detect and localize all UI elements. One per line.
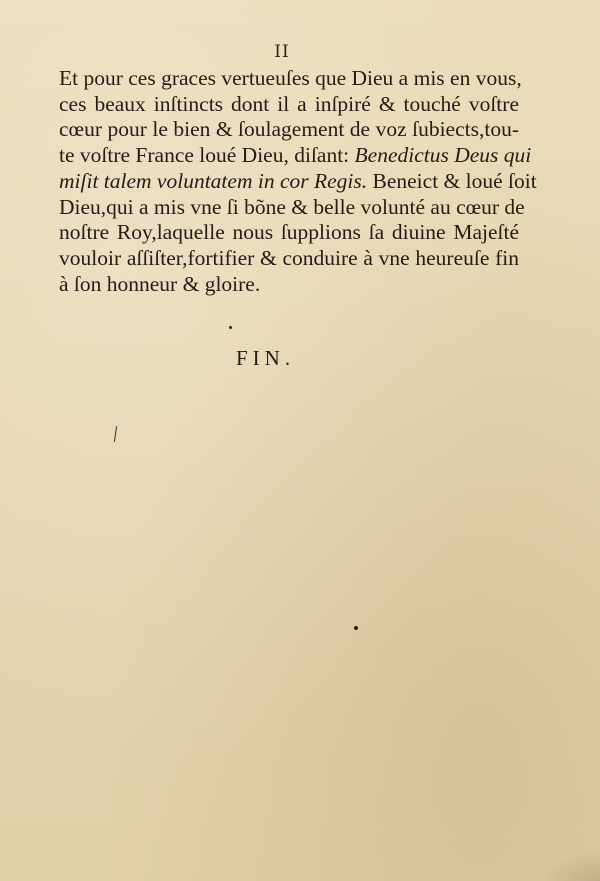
ink-speck bbox=[354, 626, 358, 630]
text-line: ces beaux inſtincts dont il a inſpiré & touché voſtre bbox=[59, 91, 519, 116]
text-line: te voſtre France loué Dieu, diſant: Benedictus Deus qui bbox=[59, 143, 532, 168]
page-number: II bbox=[274, 42, 290, 62]
text-line: Dieu,qui a mis vne ſi bõne & belle volunté au cœur de bbox=[59, 194, 525, 219]
latin-quote: miſit talem voluntatem in cor Regis. bbox=[59, 168, 368, 193]
text-line: vouloir aſſiſter,fortifier & conduire à vne heureuſe fin bbox=[59, 245, 519, 270]
text-line: Et pour ces graces vertueuſes que Dieu a mis en vous, bbox=[59, 66, 522, 90]
text-line: noſtre Roy,laquelle nous ſupplions ſa diuine Majeſté bbox=[59, 220, 519, 245]
closing-word: FIN. bbox=[236, 346, 296, 370]
text-line: miſit talem voluntatem in cor Regis. Beneict & loué ſoit bbox=[59, 168, 537, 193]
body-paragraph bbox=[59, 66, 537, 297]
text-line: cœur pour le bien & ſoulagement de voz ſubiects,tou- bbox=[59, 117, 519, 142]
paper-wear bbox=[540, 851, 600, 881]
latin-quote: Benedictus Deus qui bbox=[354, 143, 532, 168]
ink-mark bbox=[114, 426, 117, 442]
text-line: à ſon honneur & gloire. bbox=[59, 271, 261, 296]
ink-speck bbox=[229, 326, 232, 329]
